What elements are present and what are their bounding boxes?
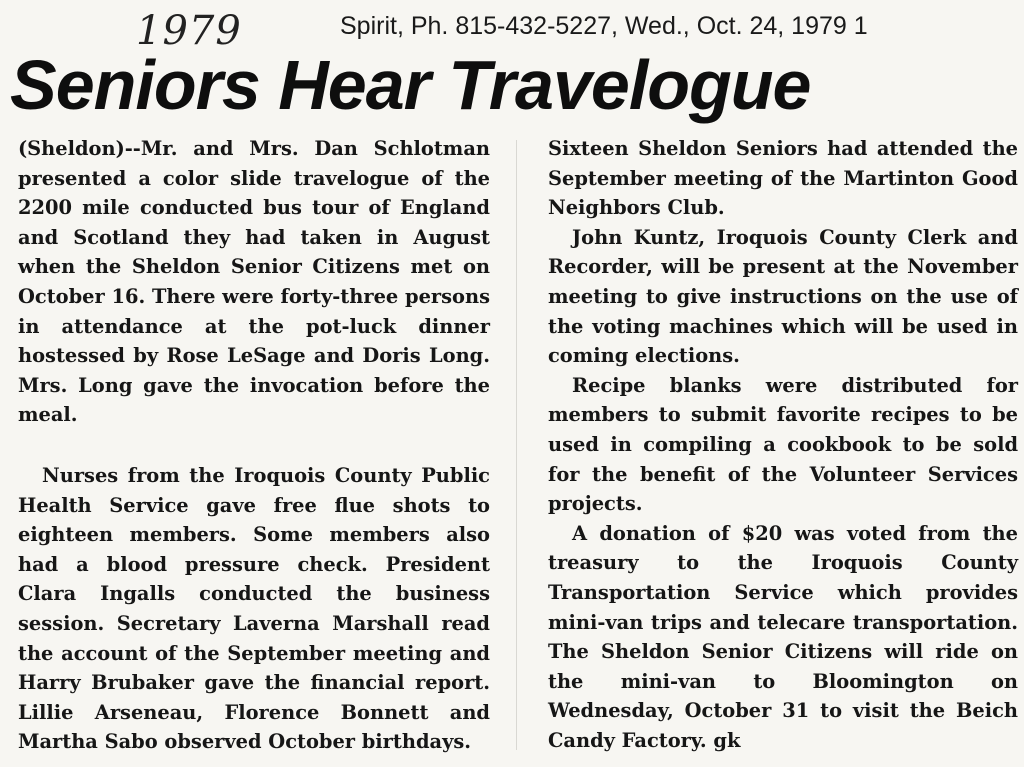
newspaper-folio-line: Spirit, Ph. 815-432-5227, Wed., Oct. 24, 1979 1	[340, 12, 868, 40]
article-headline: Seniors Hear Travelogue	[10, 46, 811, 124]
handwritten-year: 1979	[136, 8, 242, 54]
column-divider	[516, 140, 517, 750]
article-paragraph: (Sheldon)--Mr. and Mrs. Dan Schlotman presented a color slide travelogue of the 2200 mile conducted bus tour of England and Scotland they had taken in August when the Sheldon Senior Citizens met on October 16. There were forty-three persons in attendance at the pot-luck dinner hostessed by Rose LeSage and Doris Long. Mrs. Long gave the invocation before the meal.	[18, 137, 490, 427]
article-left-column	[18, 134, 490, 757]
article-paragraph: Sixteen Sheldon Seniors had attended the September meeting of the Martinton Good Neighbors Club.	[548, 137, 1018, 220]
article-paragraph: Recipe blanks were distributed for members to submit favorite recipes to be used in compiling a cookbook to be sold for the benefit of the Volunteer Services projects.	[548, 373, 1018, 516]
article-paragraph: A donation of $20 was voted from the treasury to the Iroquois County Transportation Service which provides mini-van trips and telecare transportation. The Sheldon Senior Citizens will ride on the mini-van to Bloomington on Wednesday, October 31 to visit the Beich Candy Factory. gk	[548, 521, 1018, 752]
article-right-column	[548, 134, 1018, 755]
article-paragraph: Nurses from the Iroquois County Public Health Service gave free flue shots to eighteen members. Some members also had a blood pressure check. President Clara Ingalls conducted the business session. Secretary Laverna Marshall read the account of the September meeting and Harry Brubaker gave the financial report. Lillie Arseneau, Florence Bonnett and Martha Sabo observed October birthdays.	[18, 463, 490, 754]
article-paragraph: John Kuntz, Iroquois County Clerk and Recorder, will be present at the November meeting to give instructions on the use of the voting machines which will be used in coming elections.	[548, 225, 1018, 368]
